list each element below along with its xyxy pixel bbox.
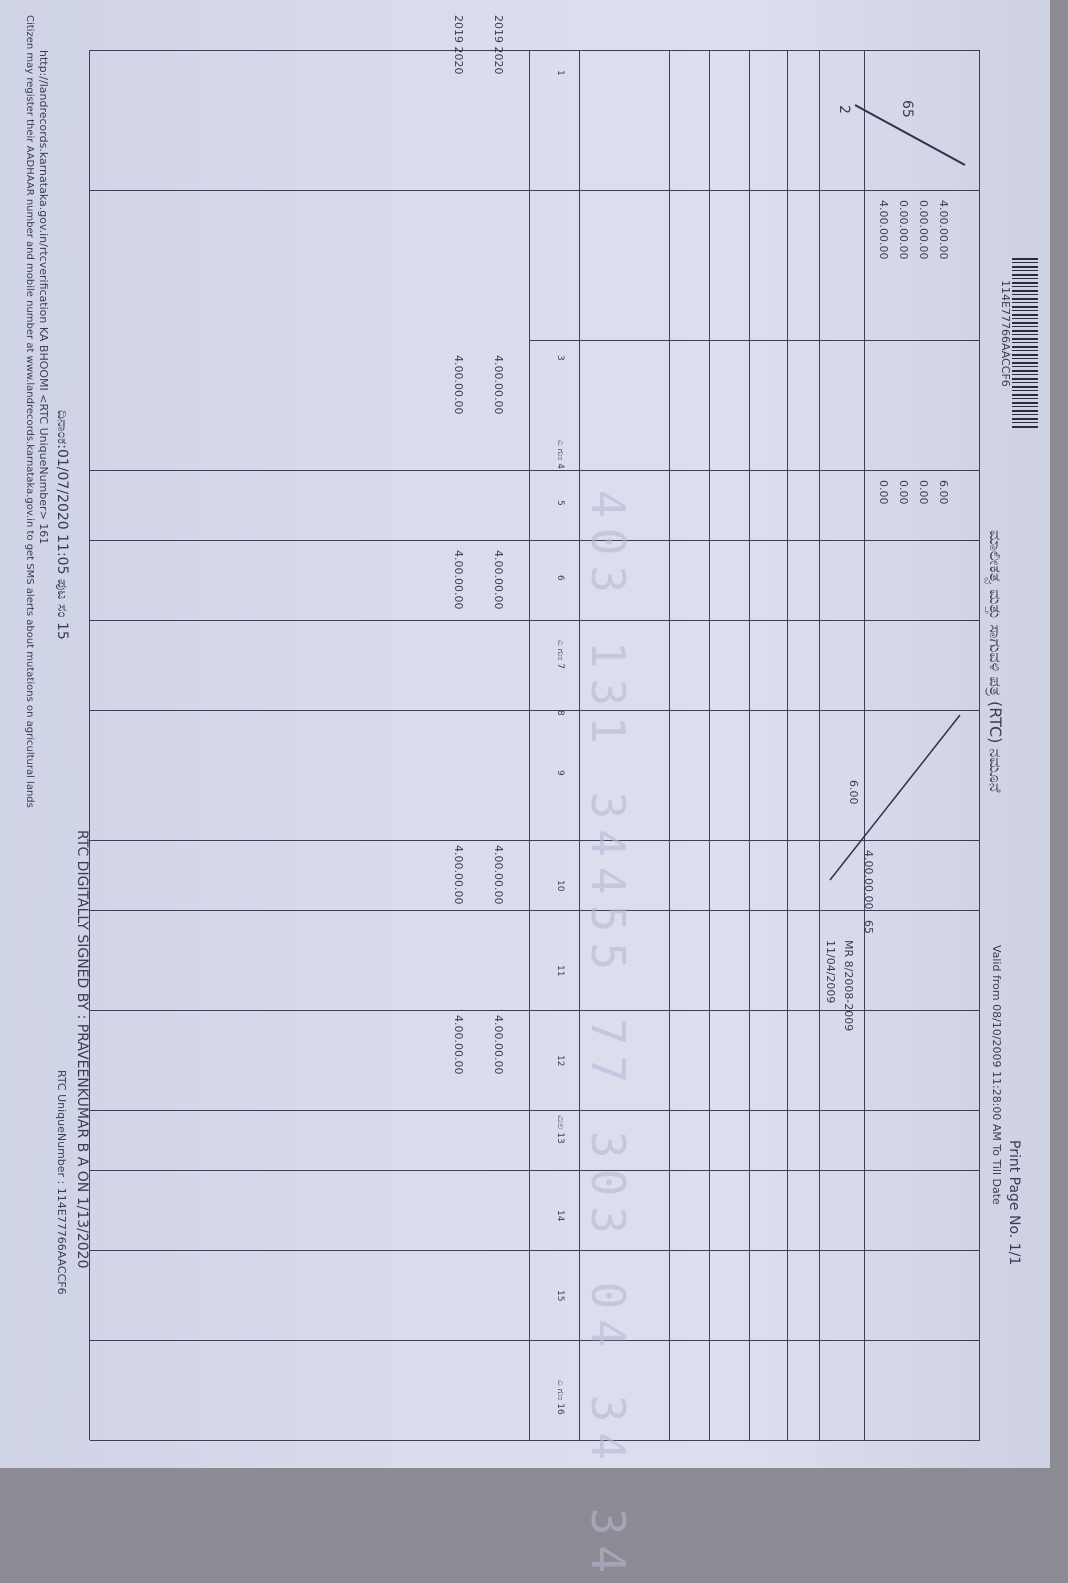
col-num: 12 bbox=[555, 1055, 565, 1067]
crop-right-value: 4.00.00.00 bbox=[452, 1015, 465, 1075]
row-divider bbox=[787, 50, 788, 1440]
col-num: ಮಿಲ 13 bbox=[555, 1115, 565, 1144]
col-divider bbox=[90, 1340, 980, 1341]
col-divider bbox=[90, 470, 980, 471]
col-num: 10 bbox=[555, 880, 565, 892]
extent-b: 0.00.00.00 bbox=[897, 200, 910, 260]
col-num: ಎ ಗುಂ 16 bbox=[555, 1380, 565, 1415]
assessment-value-2: 6.00 bbox=[847, 780, 860, 805]
col-num: 11 bbox=[555, 965, 565, 977]
crop-year: 2019 2020 bbox=[452, 15, 465, 75]
unique-number: RTC UniqueNumber : 114E77766AACCF6 bbox=[55, 1070, 68, 1295]
stamp-number: 403 131 34455 77 303 04 34 34 bbox=[581, 490, 635, 1583]
assessment-value: 6.00 bbox=[937, 480, 950, 505]
print-date: ದಿನಾಂಕ:01/07/2020 11:05 ಪುಟ ಸಂ 15 bbox=[54, 410, 70, 640]
extent-total: 4.00.00.00 bbox=[937, 200, 950, 260]
col-num: 14 bbox=[555, 1210, 565, 1222]
survey-number: 65 bbox=[899, 100, 915, 118]
sms-notice: Citizen may register their AADHAAR number and mobile number at www.landrecords.karnataka.gov.in to get SMS alerts about mutations on agricultural lands bbox=[24, 15, 35, 808]
crop-mid-value: 4.00.00.00 bbox=[452, 550, 465, 610]
crop-right-value: 4.00.00.00 bbox=[492, 1015, 505, 1075]
col-divider bbox=[90, 1170, 980, 1171]
pen-stroke bbox=[820, 710, 970, 890]
zero-value-2: 0.00 bbox=[897, 480, 910, 505]
col-num: 8 bbox=[555, 710, 565, 716]
col-divider bbox=[90, 910, 980, 911]
pen-stroke bbox=[850, 100, 970, 170]
table-border-top bbox=[979, 50, 980, 1440]
extent-a: 0.00.00.00 bbox=[917, 200, 930, 260]
zero-value-3: 0.00 bbox=[877, 480, 890, 505]
barcode-image bbox=[1012, 258, 1038, 428]
row-divider bbox=[529, 50, 530, 1440]
crop-mid-value: 4.00.00.00 bbox=[492, 550, 505, 610]
col-num: ಎ ಗುಂ 7 bbox=[555, 640, 565, 669]
col-divider bbox=[530, 340, 980, 341]
crop-sub-value: 4.00.00.00 bbox=[452, 845, 465, 905]
page-title: ಮಾಲೀಕತ್ವ ಮತ್ತು ಸಾಗುವಳಿ ಪತ್ರ (RTC) ನಮೂನೆ bbox=[986, 530, 1005, 793]
col-divider bbox=[90, 1110, 980, 1111]
col-divider bbox=[90, 540, 980, 541]
crop-year: 2019 2020 bbox=[492, 15, 505, 75]
mutation-number: MR 8/2008-2009 bbox=[842, 940, 855, 1032]
col-num: 9 bbox=[555, 770, 565, 776]
row-divider bbox=[709, 50, 710, 1440]
print-page-label: Print Page No. 1/1 bbox=[1006, 1140, 1022, 1266]
owner-number: 65 bbox=[862, 920, 875, 934]
col-divider bbox=[90, 190, 980, 191]
valid-from-label: Valid from 08/10/2009 11:28:00 AM To Till Date bbox=[990, 945, 1003, 1205]
col-num: ಎ ಗುಂ 4 bbox=[555, 440, 565, 469]
row-divider bbox=[669, 50, 670, 1440]
digital-signature: RTC DIGITALLY SIGNED BY : PRAVEENKUMAR B A ON 1/13/2020 bbox=[74, 830, 90, 1269]
col-divider bbox=[90, 1250, 980, 1251]
col-num: 15 bbox=[555, 1290, 565, 1302]
col-num: 1 bbox=[555, 70, 565, 76]
crop-extent: 4.00.00.00 bbox=[452, 355, 465, 415]
extent-net: 4.00.00.00 bbox=[877, 200, 890, 260]
col-num: 5 bbox=[555, 500, 565, 506]
verification-url: http://landrecords.karnataka.gov.in/rtcverification KA BHOOMI <RTC UniqueNumber> 161 bbox=[37, 50, 50, 545]
rtc-sheet bbox=[24, 10, 1050, 1583]
table-border-left bbox=[90, 50, 980, 51]
row-divider bbox=[579, 50, 580, 1440]
mutation-date: 11/04/2009 bbox=[824, 940, 837, 1004]
col-num: 6 bbox=[555, 575, 565, 581]
zero-value-1: 0.00 bbox=[917, 480, 930, 505]
col-num: 3 bbox=[555, 355, 565, 361]
owner-extent: 4.00.00.00 bbox=[862, 850, 875, 910]
crop-extent: 4.00.00.00 bbox=[492, 355, 505, 415]
col-divider bbox=[90, 620, 980, 621]
row-number: 2 bbox=[836, 105, 852, 114]
crop-sub-value: 4.00.00.00 bbox=[492, 845, 505, 905]
barcode-number: 114E77766AACCF6 bbox=[999, 280, 1012, 387]
table-border-right bbox=[90, 1440, 980, 1441]
row-divider bbox=[749, 50, 750, 1440]
